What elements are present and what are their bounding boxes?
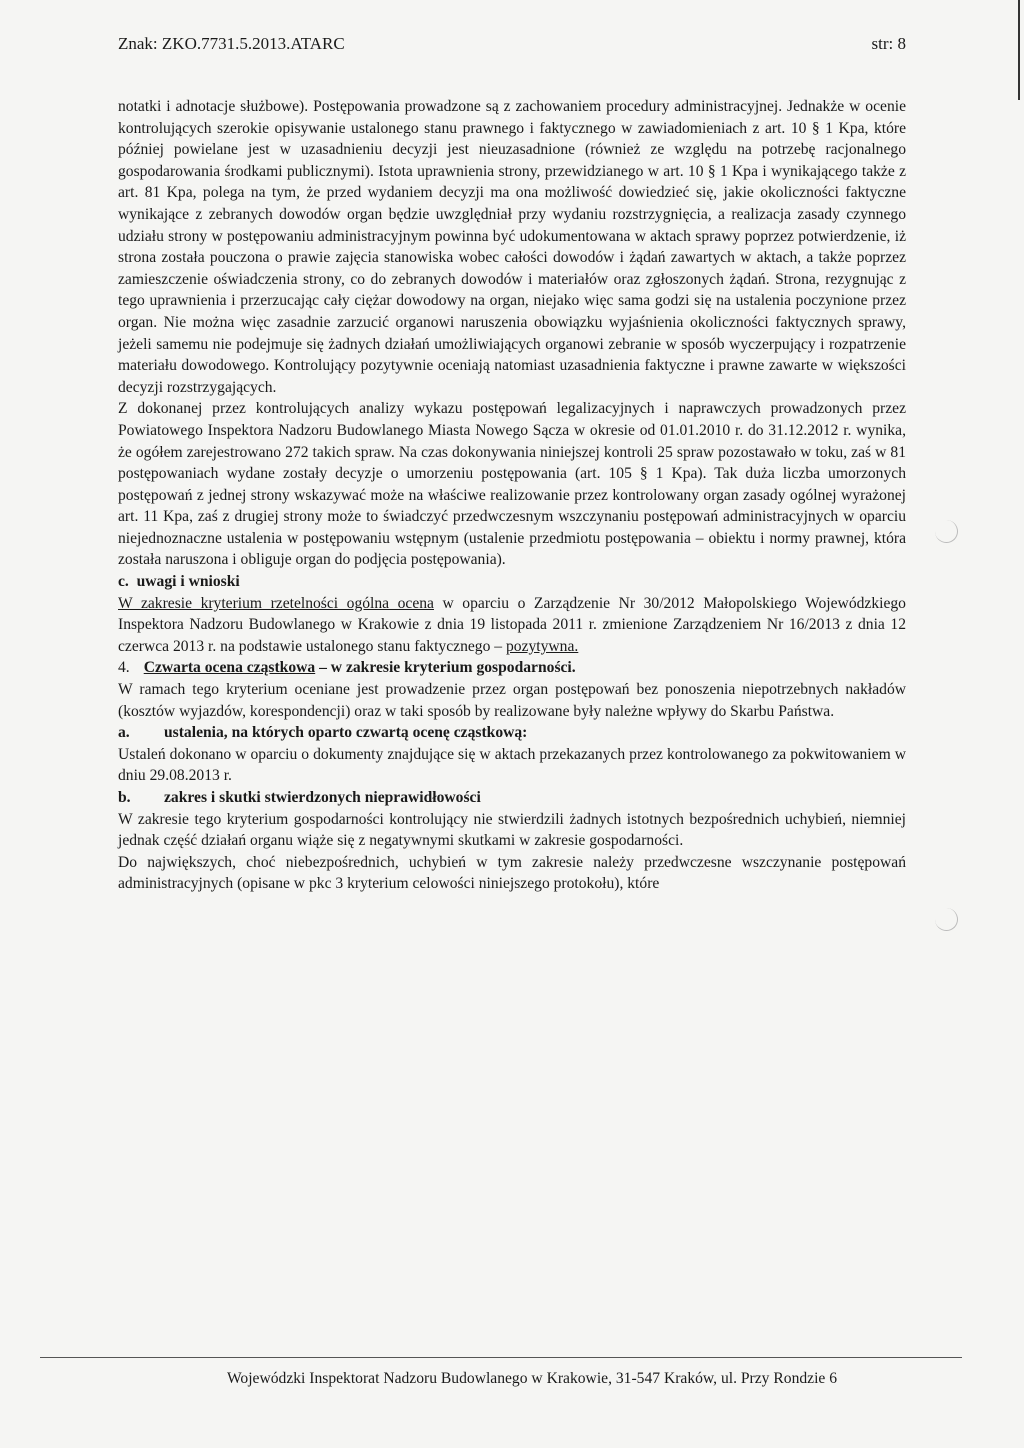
section-4-title-rest: – w zakresie kryterium gospodarności. [315,659,576,677]
section-b-heading [118,787,906,809]
punch-hole-mark [935,520,958,543]
page-footer: Wojewódzki Inspektorat Nadzoru Budowlanego w Krakowie, 31-547 Kraków, ul. Przy Rondzie 6 [226,1370,838,1387]
section-b-paragraph-2: Do największych, choć niebezpośrednich, uchybień w tym zakresie należy przedwczesne wszczynanie postępowań administracyjnych (opisane w pkc 3 kryterium celowości niniejszego protokołu), które [118,853,906,893]
section-c-heading: c. uwagi i wnioski [118,573,240,591]
section-a-heading [118,722,906,744]
document-sign: Znak: ZKO.7731.5.2013.ATARC [118,34,345,53]
section-a-label: a. [118,724,130,742]
section-b-label: b. [118,789,131,806]
section-a-title: ustalenia, na których oparto czwartą ocenę cząstkową: [164,724,528,742]
section-4-paragraph: W ramach tego kryterium oceniane jest prowadzenie przez organ postępowań bez ponoszenia niepotrzebnych nakładów (kosztów wyjazdów, korespondencji) oraz w taki sposób by realizowane były należne wpływy do Skarbu Państwa. [118,681,906,720]
assessment-result: pozytywna. [505,637,579,655]
page-number: str: 8 [871,34,906,53]
section-c-assessment [118,593,906,658]
page-header [118,34,906,54]
paragraph-procedure: notatki i adnotacje służbowe). Postępowania prowadzone są z zachowaniem procedury administracyjnej. Jednakże w ocenie kontrolujących szerokie opisywanie ustalonego stanu prawnego i faktycznego w zawiadomieniach z art. 10 § 1 Kpa, które później powielane jest w uzasadnieniu decyzji jest nieuzasadnione (również ze względu na potrzebę racjonalnego gospodarowania środkami publicznymi). Istota uprawnienia strony, przewidzianego w art. 10 § 1 Kpa i wynikającego także z art. 81 Kpa, polega na tym, że przed wydaniem decyzji ma ona możliwość dowiedzieć się, jakie okoliczności faktyczne wynikające z zebranych dowodów organ będzie uwzględniał przy wydaniu rozstrzygnięcia, a realizacja zasady czynnego udziału strony w postępowaniu administracyjnym powinna być udokumentowana w aktach sprawy poprzez potwierdzenie, iż strona została pouczona o prawie zajęcia stanowiska wobec całości dowodów i żądań zawartych w aktach, a także poprzez zamieszczenie oświadczenia strony, co do zebranych dowodów i materiałów oraz zgłoszonych żądań. Strona, rezygnując z tego uprawnienia i przerzucając cały ciężar dowodowy na organ, niejako więc sama godzi się na ustalenia poczynione przez organ. Nie można więc zasadnie zarzucić organowi naruszenia obowiązku wyjaśnienia okoliczności faktycznych sprawy, jeżeli samemu nie podejmuje się żadnych działań umożliwiających organowi zebranie w sposób wyczerpujący i rozpatrzenie materiału dowodowego. Kontrolujący pozytywnie oceniają natomiast uzasadnienia faktyczne i prawne zawarte w większości decyzji rozstrzygających. [118,98,906,396]
assessment-lead: W zakresie kryterium rzetelności ogólna ocena [118,594,434,612]
section-b-paragraph-1: W zakresie tego kryterium gospodarności kontrolujący nie stwierdzili żadnych istotnych bezpośrednich uchybień, niemniej jednak część działań organu wiąże się z negatywnymi skutkami w zakresie gospodarności. [118,810,906,850]
section-4-heading [118,657,906,679]
section-4-number: 4. [118,659,130,677]
section-a-paragraph: Ustaleń dokonano w oparciu o dokumenty znajdujące się w aktach przekazanych przez kontrolowanego za pokwitowaniem w dniu 29.08.2013 r. [118,745,906,785]
section-b-title: zakres i skutki stwierdzonych nieprawidłowości [164,789,481,806]
punch-hole-mark [935,908,958,931]
assessment-body: w oparciu o Zarządzenie Nr 30/2012 Małopolskiego Wojewódzkiego Inspektora Nadzoru Budowlanego w Krakowie z dnia 19 listopada 2011 r. zmienione Zarządzeniem Nr 16/2013 z dnia 12 czerwca 2013 r. na podstawie ustalonego stanu faktycznego – [118,594,906,655]
section-4-title-underlined: Czwarta ocena cząstkowa [143,659,316,677]
document-body [118,96,906,895]
footer-divider [40,1357,962,1358]
paragraph-analysis: Z dokonanej przez kontrolujących analizy wykazu postępowań legalizacyjnych i naprawczych prowadzonych przez Powiatowego Inspektora Nadzoru Budowlanego Miasta Nowego Sącza w okresie od 01.01.2010 r. do 31.12.2012 r. wynika, że ogółem zarejestrowano 272 takich spraw. Na czas dokonywania niniejszej kontroli 25 spraw pozostawało w toku, zaś w 81 postępowaniach wydane zostały decyzje o umorzeniu postępowania (art. 105 § 1 Kpa). Tak duża liczba umorzonych postępowań z jednej strony wskazywać może na właściwe realizowanie przez kontrolowany organ zasady ogólnej wyrażonej art. 11 Kpa, zaś z drugiej strony może to świadczyć przedwczesnym wszczynaniu postępowań administracyjnych w oparciu niejednoznaczne ustalenia w postępowaniu wstępnym (ustalenie przedmiotu postępowania – obiektu i normy prawnej, która została naruszona i obliguje organ do podjęcia postępowania). [118,400,906,569]
scan-edge-mark [1018,0,1020,100]
